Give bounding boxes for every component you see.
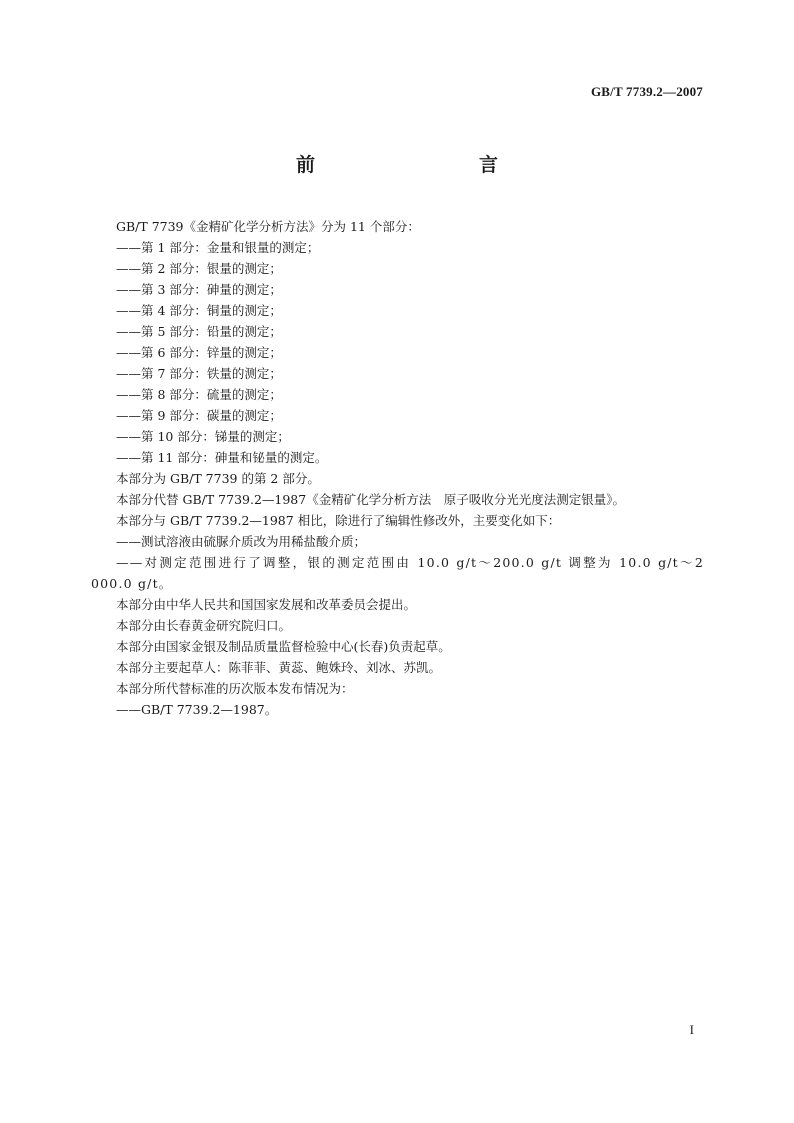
paragraph-part-statement: 本部分为 GB/T 7739 的第 2 部分。 <box>116 471 320 486</box>
list-item-part-2: ——第 2 部分：银量的测定； <box>116 261 282 276</box>
list-item-part-8: ——第 8 部分：硫量的测定； <box>116 387 282 402</box>
page-number: I <box>689 1022 694 1037</box>
standard-code: GB/T 7739.2—2007 <box>590 84 703 99</box>
paragraph-centralized-by: 本部分由长春黄金研究院归口。 <box>116 618 292 633</box>
paragraph-intro: GB/T 7739《金精矿化学分析方法》分为 11 个部分： <box>116 219 420 234</box>
list-item-history-1: ——GB/T 7739.2—1987。 <box>116 702 278 717</box>
paragraph-drafted-by: 本部分由国家金银及制品质量监督检验中心(长春)负责起草。 <box>116 639 451 654</box>
list-item-part-6: ——第 6 部分：锌量的测定； <box>116 345 282 360</box>
paragraph-proposed-by: 本部分由中华人民共和国国家发展和改革委员会提出。 <box>116 597 417 612</box>
foreword-body <box>91 216 704 720</box>
paragraph-changes-intro: 本部分与 GB/T 7739.2—1987 相比，除进行了编辑性修改外，主要变化如下： <box>116 513 561 528</box>
list-item-part-7: ——第 7 部分：铁量的测定； <box>116 366 282 381</box>
list-item-part-3: ——第 3 部分：砷量的测定； <box>116 282 282 297</box>
page-title: 前 言 <box>295 154 540 176</box>
list-item-part-9: ——第 9 部分：碳量的测定； <box>116 408 282 423</box>
list-item-part-1: ——第 1 部分：金量和银量的测定； <box>116 240 320 255</box>
list-item-part-10: ——第 10 部分：锑量的测定； <box>116 429 290 444</box>
paragraph-replaces: 本部分代替 GB/T 7739.2—1987《金精矿化学分析方法 原子吸收分光光度法测定银量》。 <box>116 492 625 507</box>
list-item-change-1: ——测试溶液由硫脲介质改为用稀盐酸介质； <box>116 534 367 549</box>
list-item-change-2: ——对测定范围进行了调整，银的测定范围由 10.0 g/t～200.0 g/t 调整为 10.0 g/t～2 000.0 g/t。 <box>91 555 704 591</box>
list-item-part-4: ——第 4 部分：铜量的测定； <box>116 303 282 318</box>
list-item-part-5: ——第 5 部分：铅量的测定； <box>116 324 282 339</box>
paragraph-history-intro: 本部分所代替标准的历次版本发布情况为： <box>116 681 354 696</box>
paragraph-drafters: 本部分主要起草人：陈菲菲、黄蕊、鲍姝玲、刘冰、苏凯。 <box>116 660 442 675</box>
list-item-part-11: ——第 11 部分：砷量和铋量的测定。 <box>116 450 328 465</box>
